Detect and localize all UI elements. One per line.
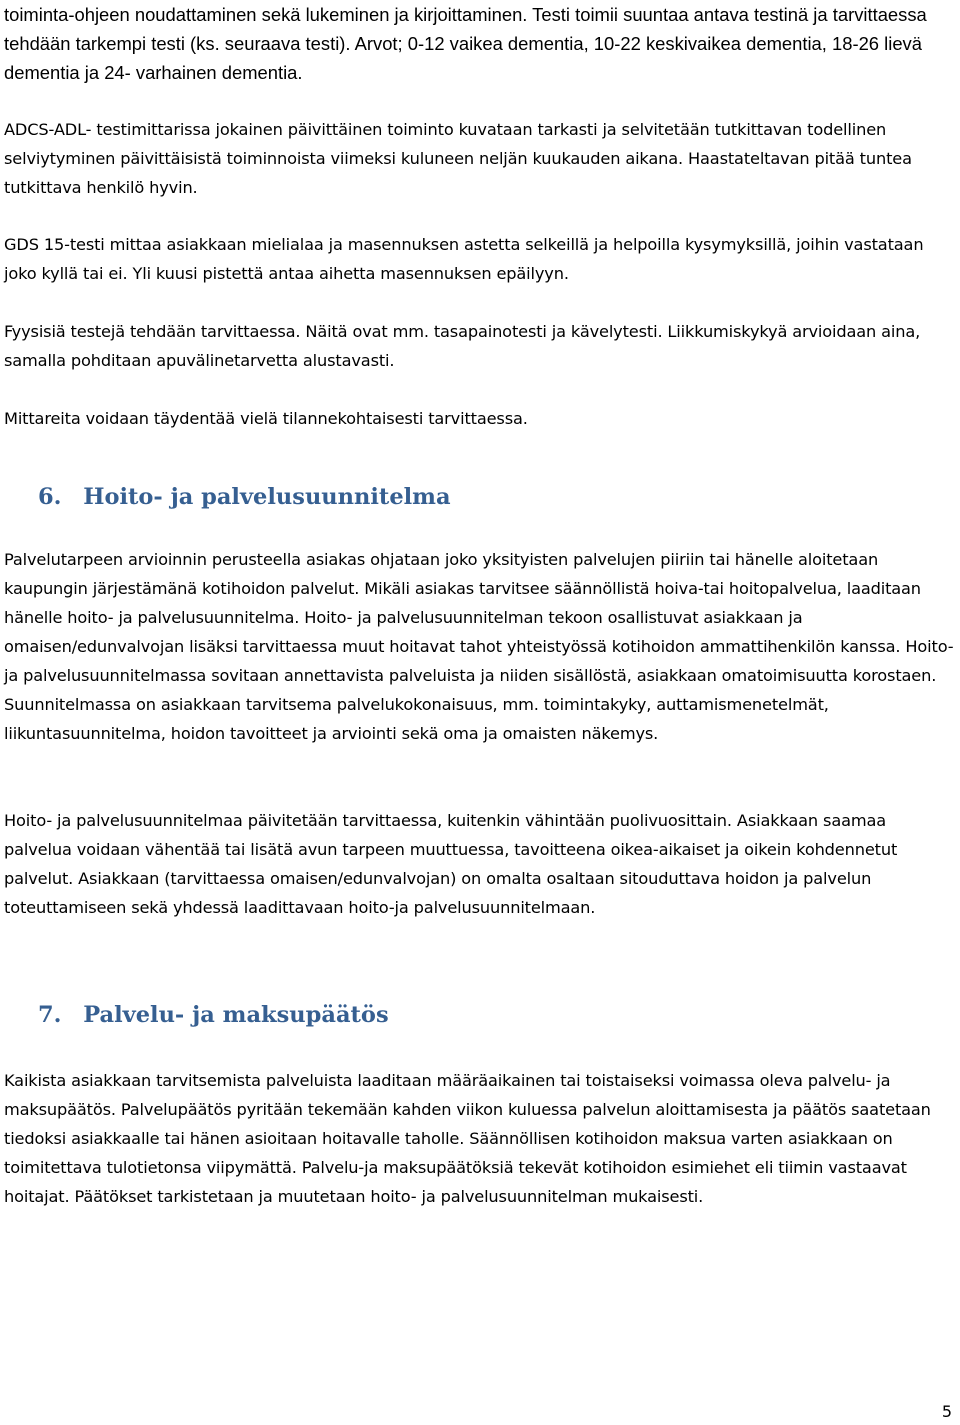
paragraph-adcs-adl: ADCS-ADL- testimittarissa jokainen päivittäinen toiminto kuvataan tarkasti ja selvitetään tutkittavan todellinen selviytyminen päivittäisistä toiminnoista viimeksi kuluneen neljän kuukauden aikana. Haastateltavan pitää tuntea tutkittava henkilö hyvin. (4, 120, 912, 197)
paragraph-care-plan: Palvelutarpeen arvioinnin perusteella asiakas ohjataan joko yksityisten palvelujen piiriin tai hänelle aloitetaan kaupungin järjestämänä kotihoidon palvelut. Mikäli asiakas tarvitsee säännöllistä hoiva-tai hoitopalvelua, laaditaan hänelle hoito- ja palvelusuunnitelma. Hoito- ja palvelusuunnitelman tekoon osallistuvat asiakkaan ja omaisen/edunvalvojan lisäksi tarvittaessa muut hoitavat tahot yhteistyössä kotihoidon ammattihenkilön kanssa. Hoito- ja palvelusuunnitelmassa sovitaan annettavista palveluista ja niiden sisällöstä, asiakkaan omatoimisuutta korostaen. Suunnitelmassa on asiakkaan tarvitsema palvelukokonaisuus, mm. toimintakyky, auttamismenetelmät, liikuntasuunnitelma, hoidon tavoitteet ja arviointi sekä oma ja omaisten näkemys. (4, 550, 954, 743)
paragraph-service-decision: Kaikista asiakkaan tarvitsemista palveluista laaditaan määräaikainen tai toistaiseksi voimassa oleva palvelu- ja maksupäätös. Palvelupäätös pyritään tekemään kahden viikon kuluessa palvelun aloittamisesta ja päätös saatetaan tiedoksi asiakkaalle tai hänen asioitaan hoitavalle taholle. Säännöllisen kotihoidon maksua varten asiakkaan on toimitettava tulotietonsa viipymättä. Palvelu-ja maksupäätöksiä tekevät kotihoidon esimiehet eli tiimin vastaavat hoitajat. Päätökset tarkistetaan ja muutetaan hoito- ja palvelusuunnitelman mukaisesti. (4, 1071, 931, 1206)
section-number: 7. (38, 1002, 62, 1028)
page-number: 5 (941, 1402, 952, 1421)
paragraph-mmse-test: toiminta-ohjeen noudattaminen sekä lukeminen ja kirjoittaminen. Testi toimii suuntaa antava testinä ja tarvittaessa tehdään tarkempi testi (ks. seuraava testi). Arvot; 0-12 vaikea dementia, 10-22 keskivaikea dementia, 18-26 lievä dementia ja 24- varhainen dementia. (4, 4, 927, 83)
section-number: 6. (38, 484, 62, 510)
paragraph-additional-measures: Mittareita voidaan täydentää vielä tilannekohtaisesti tarvittaessa. (4, 409, 528, 428)
section-title: Palvelu- ja maksupäätös (83, 1002, 389, 1028)
paragraph-gds-15: GDS 15-testi mittaa asiakkaan mielialaa ja masennuksen astetta selkeillä ja helpoilla kysymyksillä, joihin vastataan joko kyllä tai ei. Yli kuusi pistettä antaa aihetta masennuksen epäilyyn. (4, 235, 924, 283)
section-heading-7 (38, 1000, 389, 1030)
section-heading-6 (38, 482, 451, 512)
section-title: Hoito- ja palvelusuunnitelma (83, 484, 451, 510)
paragraph-care-plan-update: Hoito- ja palvelusuunnitelmaa päivitetään tarvittaessa, kuitenkin vähintään puolivuosittain. Asiakkaan saamaa palvelua voidaan vähentää tai lisätä avun tarpeen muuttuessa, tavoitteena oikea-aikaiset ja oikein kohdennetut palvelut. Asiakkaan (tarvittaessa omaisen/edunvalvojan) on omalta osaltaan sitouduttava hoidon ja palvelun toteuttamiseen sekä yhdessä laadittavaan hoito-ja palvelusuunnitelmaan. (4, 811, 898, 917)
paragraph-physical-tests: Fyysisiä testejä tehdään tarvittaessa. Näitä ovat mm. tasapainotesti ja kävelytesti. Liikkumiskykyä arvioidaan aina, samalla pohditaan apuvälinetarvetta alustavasti. (4, 322, 921, 370)
